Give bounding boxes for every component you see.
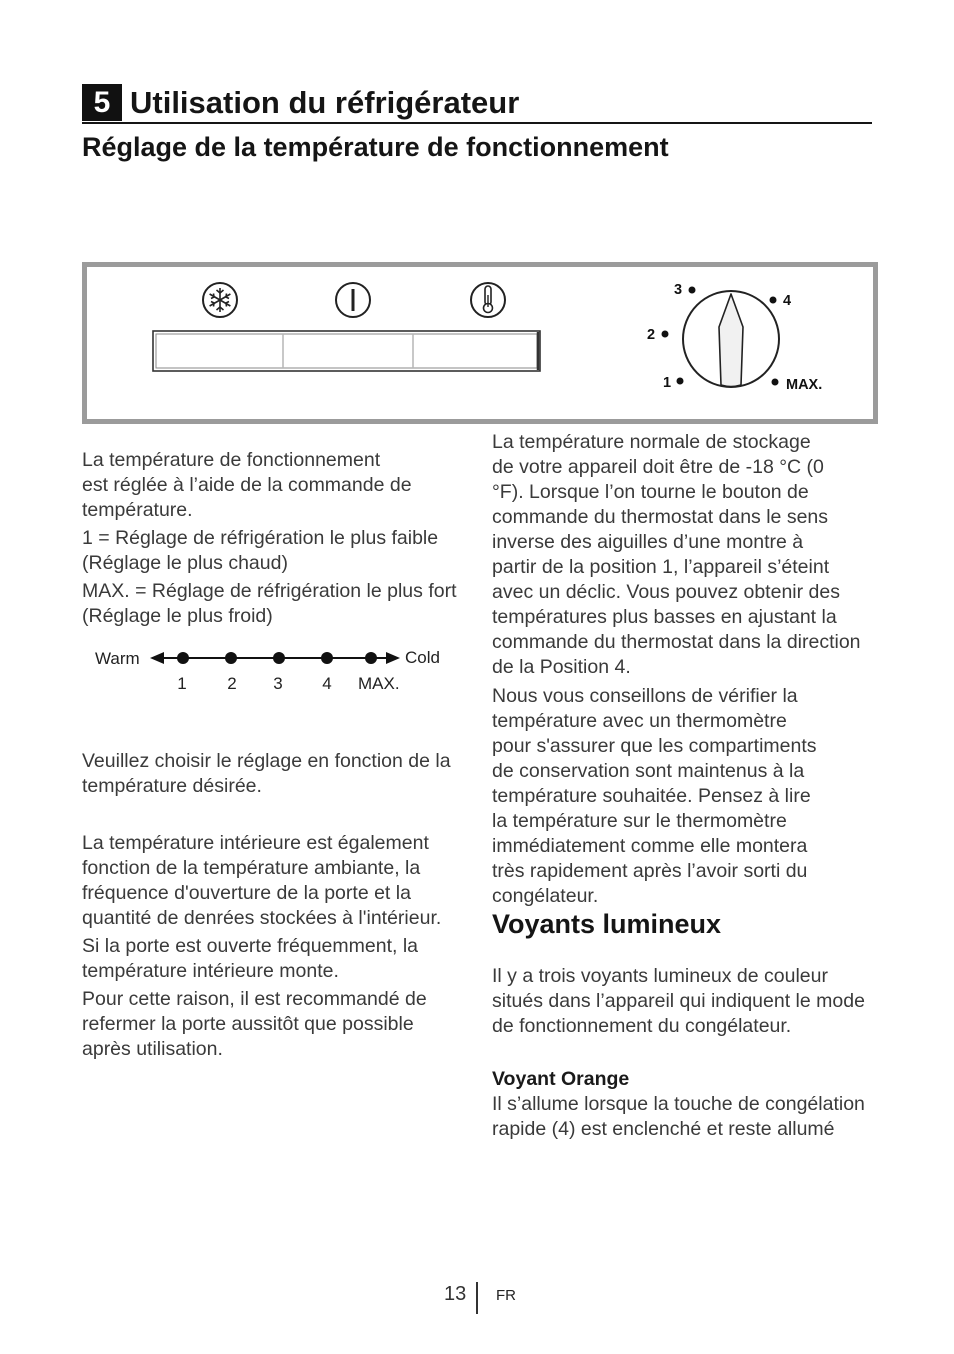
text-line: 1 = Réglage de réfrigération le plus faible: [82, 526, 439, 549]
dial-dot-3: [689, 287, 696, 294]
scale-dot-max: [365, 652, 377, 664]
dial-label-4: 4: [783, 293, 792, 309]
text-line: Il s’allume lorsque la touche de congélation: [492, 1092, 865, 1115]
text-line: la température sur le thermomètre: [492, 809, 787, 832]
paragraph-advice: [82, 987, 427, 1062]
text-line: température avec un thermomètre: [492, 709, 787, 732]
dial-dot-1: [677, 378, 684, 385]
dial-label-max: MAX.: [786, 377, 823, 393]
text-line: très rapidement après l’avoir sorti du: [492, 859, 808, 882]
text-line: de votre appareil doit être de -18 °C (0: [492, 455, 824, 478]
text-line: pour s'assurer que les compartiments: [492, 734, 817, 757]
text-line: Veuillez choisir le réglage en fonction de la: [82, 749, 451, 772]
text-line: congélateur.: [492, 884, 599, 907]
warm-cold-scale: [82, 640, 462, 696]
text-line: La température intérieure est également: [82, 831, 429, 854]
scale-label-4: 4: [322, 674, 332, 693]
text-line: commande du thermostat dans la direction: [492, 630, 861, 653]
footer-divider: [476, 1282, 478, 1314]
text-line: de la Position 4.: [492, 655, 631, 678]
text-line: (Réglage le plus froid): [82, 604, 273, 627]
title-underline: [82, 122, 872, 124]
text-line: de conservation sont maintenus à la: [492, 759, 805, 782]
paragraph-intro: [82, 448, 412, 523]
text-line: partir de la position 1, l’appareil s’éteint: [492, 555, 830, 578]
scale-dot-4: [321, 652, 333, 664]
text-line: températures plus basses en ajustant la: [492, 605, 837, 628]
scale-dot-2: [225, 652, 237, 664]
text-line: situés dans l’appareil qui indiquent le mode: [492, 989, 865, 1012]
text-line: quantité de denrées stockées à l'intérieur.: [82, 906, 442, 929]
scale-label-3: 3: [273, 674, 283, 693]
page-number: 13: [444, 1283, 467, 1305]
paragraph-choose: [82, 749, 451, 799]
dial-label-2: 2: [647, 327, 656, 343]
indicator-strip-inner: [156, 334, 537, 368]
text-line: température désirée.: [82, 774, 262, 797]
text-line: après utilisation.: [82, 1037, 223, 1060]
text-line: (Réglage le plus chaud): [82, 551, 288, 574]
language-code: FR: [496, 1287, 516, 1304]
text-line: inverse des aiguilles d’une montre à: [492, 530, 804, 553]
text-line: température.: [82, 498, 193, 521]
paragraph-ambient: [82, 831, 441, 931]
text-line: immédiatement comme elle montera: [492, 834, 808, 857]
text-line: fréquence d'ouverture de la porte et la: [82, 881, 411, 904]
text-line: MAX. = Réglage de réfrigération le plus fort: [82, 579, 457, 602]
paragraph-check: [492, 684, 817, 909]
dial-dot-2: [662, 331, 669, 338]
scale-arrow-right: [386, 652, 400, 664]
text-line: température intérieure monte.: [82, 959, 339, 982]
dial-label-3: 3: [674, 282, 683, 298]
lights-heading: Voyants lumineux: [492, 909, 722, 939]
scale-dot-3: [273, 652, 285, 664]
text-line: rapide (4) est enclenché et reste allumé: [492, 1117, 835, 1140]
paragraph-orange-light: [492, 1067, 865, 1142]
text-line: avec un déclic. Vous pouvez obtenir des: [492, 580, 840, 603]
paragraph-lights-intro: [492, 964, 865, 1039]
paragraph-setting-min: [82, 526, 438, 576]
subsection-title: Réglage de la température de fonctionnement: [82, 132, 669, 162]
text-line: température souhaitée. Pensez à lire: [492, 784, 811, 807]
text-line: Si la porte est ouverte fréquemment, la: [82, 934, 419, 957]
text-line: La température normale de stockage: [492, 430, 811, 453]
text-line: Il y a trois voyants lumineux de couleur: [492, 964, 828, 987]
text-line: fonction de la température ambiante, la: [82, 856, 421, 879]
orange-light-title: Voyant Orange: [492, 1067, 630, 1090]
scale-label-max: MAX.: [358, 674, 400, 693]
text-line: La température de fonctionnement: [82, 448, 381, 471]
scale-cold-label: Cold: [405, 648, 440, 667]
paragraph-storage: [492, 430, 861, 680]
scale-warm-label: Warm: [95, 649, 140, 668]
scale-label-2: 2: [227, 674, 237, 693]
scale-label-1: 1: [177, 674, 187, 693]
scale-dot-1: [177, 652, 189, 664]
paragraph-door: [82, 934, 418, 984]
indicator-strip: [153, 331, 540, 371]
text-line: commande du thermostat dans le sens: [492, 505, 829, 528]
text-line: refermer la porte aussitôt que possible: [82, 1012, 414, 1035]
scale-arrow-left: [150, 652, 164, 664]
section-title: Utilisation du réfrigérateur: [130, 85, 520, 120]
dial-dot-max: [772, 379, 779, 386]
dial-label-1: 1: [663, 375, 672, 391]
text-line: °F). Lorsque l’on tourne le bouton de: [492, 480, 809, 503]
text-line: Nous vous conseillons de vérifier la: [492, 684, 798, 707]
section-number: 5: [82, 84, 122, 121]
control-panel-illustration: [82, 262, 878, 424]
text-line: de fonctionnement du congélateur.: [492, 1014, 792, 1037]
dial-dot-4: [770, 297, 777, 304]
text-line: est réglée à l’aide de la commande de: [82, 473, 412, 496]
paragraph-setting-max: [82, 579, 457, 629]
text-line: Pour cette raison, il est recommandé de: [82, 987, 427, 1010]
